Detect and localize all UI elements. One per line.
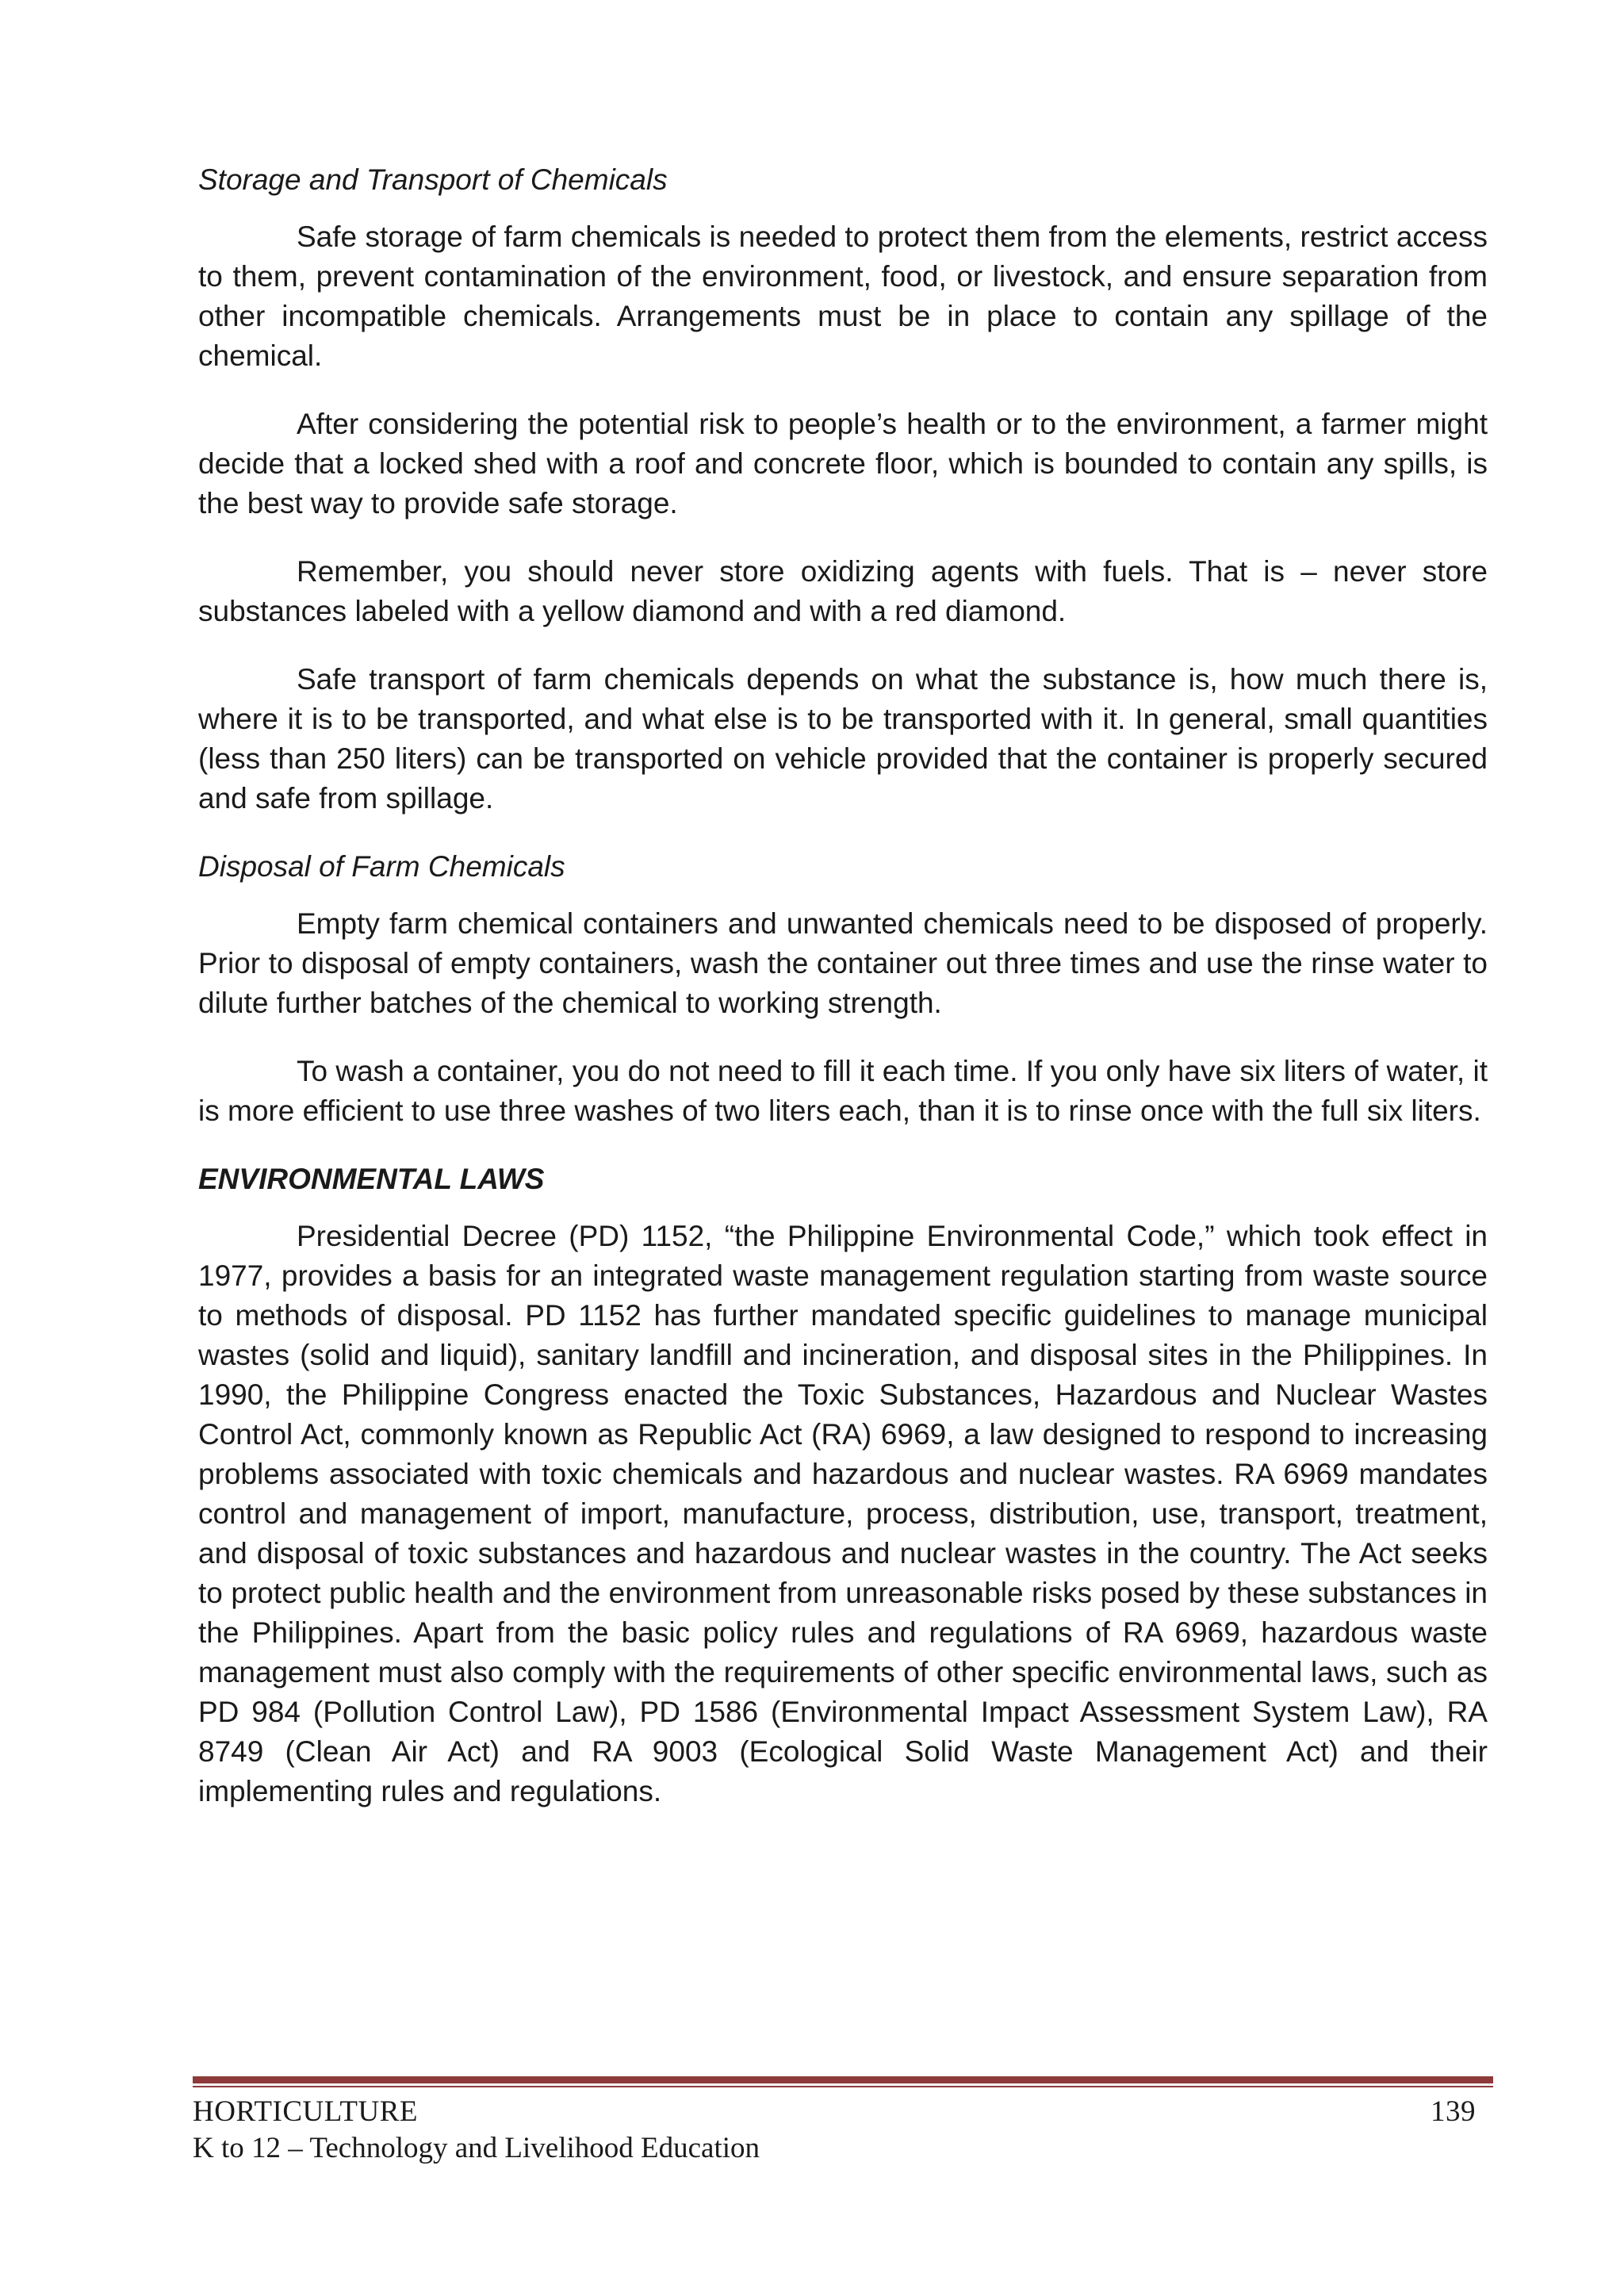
storage-paragraph-2: After considering the potential risk to people’s health or to the environment, a farmer might decide that a locked shed with a roof and concrete floor, which is bounded to contain any spills, is the best way to provide safe storage. [198, 408, 1488, 519]
disposal-paragraph-2: To wash a container, you do not need to fill it each time. If you only have six liters of water, it is more efficient to use three washes of two liters each, than it is to rinse once with the full six liters. [198, 1055, 1488, 1127]
disposal-paragraph-1: Empty farm chemical containers and unwanted chemicals need to be disposed of properly. Prior to disposal of empty containers, wash the container out three times and use the rinse water to dilute further batches of the chemical to working strength. [198, 907, 1488, 1019]
disposal-heading: Disposal of Farm Chemicals [198, 850, 565, 883]
environmental-laws-paragraph: Presidential Decree (PD) 1152, “the Philippine Environmental Code,” which took effect in 1977, provides a basis for an integrated waste management regulation starting from waste source to methods of disposal. PD 1152 has further mandated specific guidelines to manage municipal wastes (solid and liquid), sanitary landfill and incineration, and disposal sites in the Philippines. In 1990, the Philippine Congress enacted the Toxic Substances, Hazardous and Nuclear Wastes Control Act, commonly known as Republic Act (RA) 6969, a law designed to respond to increasing problems associated with toxic chemicals and hazardous and nuclear wastes. RA 6969 mandates control and management of import, manufacture, process, distribution, use, transport, treatment, and disposal of toxic substances and hazardous and nuclear wastes in the country. The Act seeks to protect public health and the environment from unreasonable risks posed by these substances in the Philippines. Apart from the basic policy rules and regulations of RA 6969, hazardous waste management must also comply with the requirements of other specific environmental laws, such as PD 984 (Pollution Control Law), PD 1586 (Environmental Impact Assessment System Law), RA 8749 (Clean Air Act) and RA 9003 (Ecological Solid Waste Management Act) and their implementing rules and regulations. [198, 1220, 1488, 1807]
page-content [198, 160, 1488, 1840]
storage-paragraph-1: Safe storage of farm chemicals is needed to protect them from the elements, restrict access to them, prevent contamination of the environment, food, or livestock, and ensure separation from other incompatible chemicals. Arrangements must be in place to contain any spillage of the chemical. [198, 220, 1488, 372]
footer-subject: HORTICULTURE [193, 2095, 419, 2128]
page-number: 139 [1431, 2095, 1476, 2128]
environmental-laws-heading: ENVIRONMENTAL LAWS [198, 1163, 545, 1195]
storage-transport-heading: Storage and Transport of Chemicals [198, 163, 668, 196]
page-footer [193, 2076, 1493, 2167]
footer-subject-row [193, 2094, 1493, 2130]
footer-rule-thin [193, 2086, 1493, 2087]
footer-course: K to 12 – Technology and Livelihood Education [193, 2132, 760, 2164]
storage-paragraph-4: Safe transport of farm chemicals depends on what the substance is, how much there is, where it is to be transported, and what else is to be transported with it. In general, small quantities (less than 250 liters) can be transported on vehicle provided that the container is properly secured and safe from spillage. [198, 663, 1488, 815]
storage-paragraph-3: Remember, you should never store oxidizing agents with fuels. That is – never store substances labeled with a yellow diamond and with a red diamond. [198, 555, 1488, 627]
footer-rule-thick [193, 2076, 1493, 2083]
